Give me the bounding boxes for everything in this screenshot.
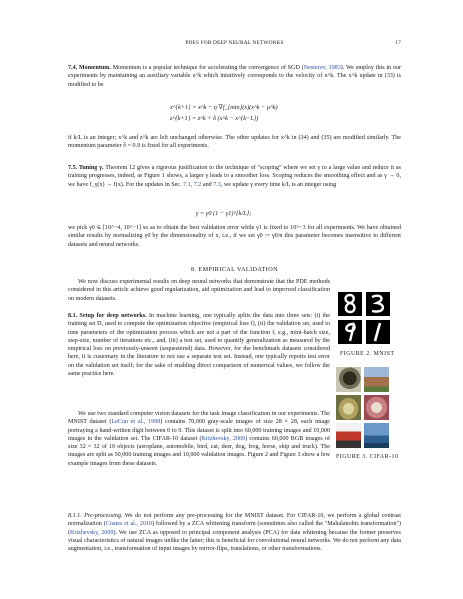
preprocessing-heading: 8.1.1. Pre-processing. [68, 513, 123, 519]
cifar-bird-image [336, 367, 361, 392]
mnist-digit-image [366, 292, 390, 316]
tuning-equation: γ = γ0 (1 − γ1)^{k/L}; [196, 210, 252, 217]
section-ref-7-3[interactable]: 7.3 [213, 181, 221, 188]
cifar-ship-image [364, 423, 389, 448]
momentum-paragraph-2: if k/L is an integer; x^k and z^k are left unchanged otherwise. The other updates for x^k in (34) and (35) are modified similarly. The momentum parameter δ = 0.9 is fixed for all experiments. [68, 135, 401, 150]
citation-coates[interactable]: Coates et al., 2010 [105, 521, 152, 528]
tuning-heading: 7.5. Tuning γ. [68, 165, 104, 171]
figure-3-caption: FIGURE 3. CIFAR-10 [336, 454, 399, 460]
momentum-paragraph: 7.4. Momentum. Momentum is a popular technique for accelerating the convergence of SGD (Nesterov, 1983). We employ this in our experiments by maintaining an auxiliary variable z^k which intuitively corresponds to the velocity of x^k. The x^k update in (33) is modified to be [68, 65, 401, 88]
setup-heading: 8.1. Setup for deep networks. [68, 313, 147, 319]
tuning-paragraph-2: we pick γ0 ∈ [10^−4, 10^−1] so as to obtain the best validation error while γ1 is fixed to 10^−3 for all experiments. We have obtained similar results by normalizing γ0 by the dimensionality of x, i.e., if we set γ0 := γ0/n this parameter becomes insensitive to different datasets and neural networks. [68, 225, 401, 248]
cifar-horse-image [364, 367, 389, 392]
cifar-dog-image [364, 395, 389, 420]
momentum-equation-1: x^{k+1} = x^k − η ∇f_{min}(x)(x^k − μ^k) [170, 104, 278, 111]
page-number: 17 [395, 40, 401, 46]
cifar-frog-image [336, 395, 361, 420]
setup-paragraph-1: 8.1. Setup for deep networks. In machine learning, one typically splits the data into three sets: (i) the training set D, used to compute the optimization objective (empirical loss f), (ii) the validation set, used to tune parameters of the optimization process which are not a part of the function f, e.g., mini-batch size, step-size, number of iterations etc., and, (iii) a test set, used to quantify generalization as measured by the empirical loss on previously-unseen (sequestered) data. However, for the benchmark datasets considered here, it is customary in the literature to not use a separate test set. Instead, one typically reports test error on the validation set itself; for the sake of enabling direct comparison of numerical values, we follow the same practice here. [68, 313, 330, 378]
mnist-digit-image [366, 320, 390, 344]
figure-2-caption: FIGURE 2. MNIST [340, 351, 395, 357]
citation-lecun[interactable]: LeCun et al., 1998 [111, 419, 161, 426]
mnist-digit-image [338, 320, 362, 344]
header-title: PDES FOR DEEP NEURAL NETWORKS [185, 40, 284, 46]
section-ref-7-1[interactable]: 7.1 [183, 181, 191, 188]
citation-nesterov[interactable]: Nesterov, 1983 [303, 65, 341, 71]
citation-krizhevsky-2[interactable]: Krizhevsky, 2009 [70, 529, 114, 536]
mnist-digit-image [338, 292, 362, 316]
section-ref-7-2[interactable]: 7.2 [193, 181, 202, 188]
citation-krizhevsky[interactable]: Krizhevsky, 2009 [201, 435, 246, 442]
section-8-intro: We now discuss experimental results on deep neural networks that demonstrate that the PDE methods considered in this article achieve good regularization, aid optimization and lead to improved classification on modern datasets. [68, 279, 330, 302]
section-8-heading: 8. EMPIRICAL VALIDATION [191, 266, 278, 273]
cifar-car-image [336, 423, 361, 448]
tuning-paragraph: 7.5. Tuning γ. Theorem 12 gives a rigorous justification to the technique of "scoping" where we set γ to a large value and reduce it as training progresses, indeed, as Figure 1 shows, a larger γ leads to a smoother loss. Scoping reduces the smoothing effect and as γ → 0, we have f_γ(x) → f(x). For the updates in Sec. 7.1, 7.2 and 7.3, we update γ every time k/L is an integer using [68, 165, 401, 188]
preprocessing-paragraph: 8.1.1. Pre-processing. We do not perform any pre-processing for the MNIST dataset. For CIFAR-10, we perform a global contrast normalization (Coates et al., 2010) followed by a ZCA whitening transform (sometimes also called the "Mahalanobis transformation") (Krizhevsky, 2009). We use ZCA as opposed to principal component analysis (PCA) for data whitening because the former preserves visual characteristics of natural images unlike the latter; this is beneficial for convolutional neural networks. We do not perform any data augmentation, i.e., transformation of input images by mirror-flips, translations, or other transformations. [68, 513, 402, 553]
momentum-heading: 7.4. Momentum. [68, 65, 111, 71]
setup-paragraph-2: We use two standard computer vision datasets for the task image classification in our experiments. The MNIST dataset (LeCun et al., 1998) contains 70,000 gray-scale images of size 28 × 28, each image portraying a hand-written digit between 0 to 9. This dataset is split into 60,000 training images and 10,000 images in the validation set. The CIFAR-10 dataset (Krizhevsky, 2009) contains 60,000 RGB images of size 32 × 32 of 10 objects (aeroplane, automobile, bird, cat, deer, dog, frog, horse, ship and truck). The images are split as 50,000 training images and 10,000 validation images. Figure 2 and Figure 3 show a few example images from these datasets. [68, 411, 330, 467]
momentum-equation-2: z^{k+1} = z^k + δ (x^k − x^{k−L}) [170, 115, 259, 122]
